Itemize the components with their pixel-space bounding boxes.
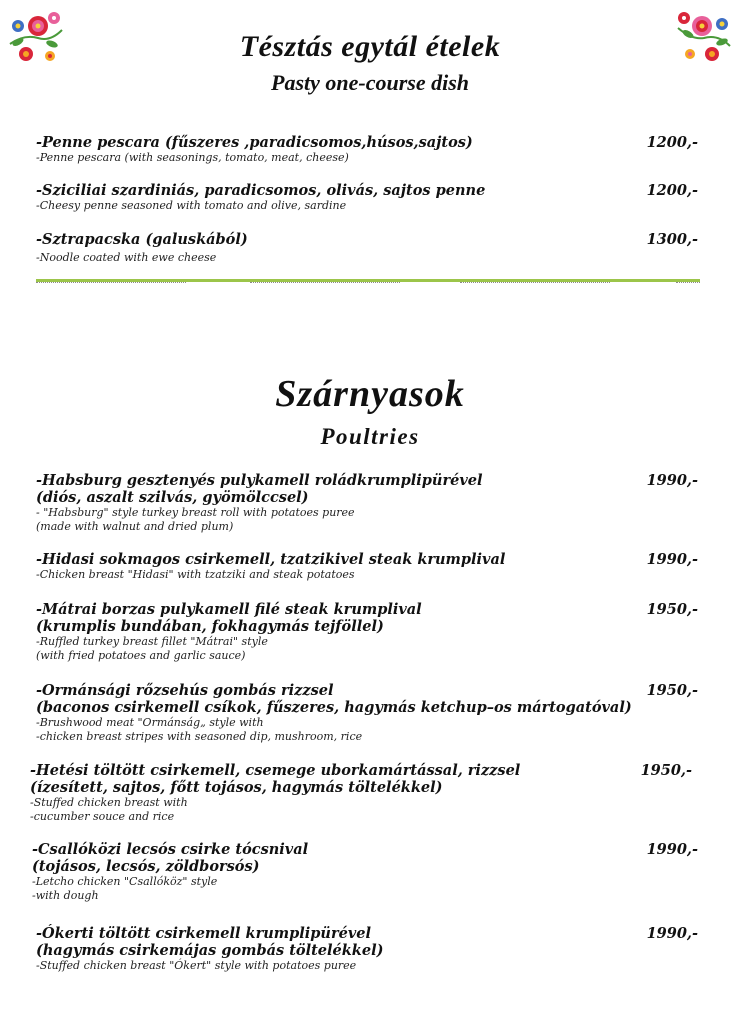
item-description: -Stuffed chicken breast with <box>30 796 188 809</box>
section-title-poultry: Szárnyasok <box>275 373 465 415</box>
menu-item <box>32 841 702 903</box>
dotted-rule <box>460 282 610 285</box>
menu-item <box>36 551 706 582</box>
section-subtitle-poultry: Poultries <box>320 424 420 449</box>
dotted-rule <box>36 282 186 285</box>
item-price: 1990,- <box>646 551 698 568</box>
item-name-detail: (tojásos, lecsós, zöldborsós) <box>32 858 260 875</box>
item-name: -Mátrai borzas pulykamell filé steak krumplival <box>36 601 422 618</box>
item-name-detail: (baconos csirkemell csíkok, fűszeres, hagymás ketchup–os mártogatóval) <box>36 699 632 716</box>
item-description: - "Habsburg" style turkey breast roll with potatoes puree <box>36 506 355 519</box>
item-name: -Sziciliai szardiniás, paradicsomos, olivás, sajtos penne <box>36 182 486 199</box>
item-price: 1300,- <box>646 231 698 248</box>
item-price: 1950,- <box>646 682 698 699</box>
item-name-detail: (ízesített, sajtos, főtt tojásos, hagymás töltelékkel) <box>30 779 443 796</box>
item-name: -Ókerti töltött csirkemell krumplipürével <box>36 925 371 942</box>
item-price: 1990,- <box>646 472 698 489</box>
menu-item <box>36 231 706 265</box>
item-description: -Noodle coated with ewe cheese <box>36 251 217 264</box>
menu-item <box>36 925 706 973</box>
dotted-rule <box>250 282 400 285</box>
item-description: -Stuffed chicken breast "Ókert" style with potatoes puree <box>36 959 357 972</box>
menu-item <box>36 601 706 663</box>
menu-item <box>36 472 706 534</box>
item-price: 1990,- <box>646 925 698 942</box>
item-description: -Penne pescara (with seasonings, tomato, meat, cheese) <box>36 151 349 164</box>
menu-item <box>36 682 706 744</box>
item-name-detail: (krumplis bundában, fokhagymás tejföllel) <box>36 618 384 635</box>
item-name-detail: (diós, aszalt szilvás, gyömölccsel) <box>36 489 309 506</box>
item-description: -Letcho chicken "Csallóköz" style <box>32 875 218 888</box>
item-description-detail: -with dough <box>32 889 99 902</box>
item-price: 1990,- <box>646 841 698 858</box>
item-name: -Ormánsági rőzsehús gombás rizzsel <box>36 682 334 699</box>
item-price: 1200,- <box>646 134 698 151</box>
menu-item <box>36 134 706 165</box>
dotted-rule <box>676 282 700 285</box>
item-price: 1950,- <box>640 762 692 779</box>
item-price: 1200,- <box>646 182 698 199</box>
item-price: 1950,- <box>646 601 698 618</box>
item-name: -Penne pescara (fűszeres ,paradicsomos,húsos,sajtos) <box>36 134 473 151</box>
menu-item <box>36 182 706 213</box>
item-name: -Habsburg gesztenyés pulykamell roládkrumplipürével <box>36 472 483 489</box>
item-description: -Chicken breast "Hidasi" with tzatziki and steak potatoes <box>36 568 355 581</box>
section-subtitle-pasta: Pasty one-course dish <box>271 70 469 95</box>
item-description-detail: (made with walnut and dried plum) <box>36 520 234 533</box>
item-name-detail: (hagymás csirkemájas gombás töltelékkel) <box>36 942 384 959</box>
item-description-detail: (with fried potatoes and garlic sauce) <box>36 649 246 662</box>
section-title-pasta: Tésztás egytál ételek <box>239 30 501 63</box>
item-description-detail: -chicken breast stripes with seasoned dip, mushroom, rice <box>36 730 363 743</box>
item-name: -Csallóközi lecsós csirke tócsnival <box>32 841 309 858</box>
item-description: -Ruffled turkey breast fillet "Mátrai" style <box>36 635 268 648</box>
item-description: -Cheesy penne seasoned with tomato and olive, sardine <box>36 199 347 212</box>
item-description-detail: -cucumber souce and rice <box>30 810 175 823</box>
item-name: -Hidasi sokmagos csirkemell, tzatzikivel steak krumplival <box>36 551 506 568</box>
item-description: -Brushwood meat "Ormánság„ style with <box>36 716 264 729</box>
menu-item <box>30 762 700 824</box>
item-name: -Hetési töltött csirkemell, csemege uborkamártással, rizzsel <box>30 762 521 779</box>
item-name: -Sztrapacska (galuskából) <box>36 231 248 248</box>
